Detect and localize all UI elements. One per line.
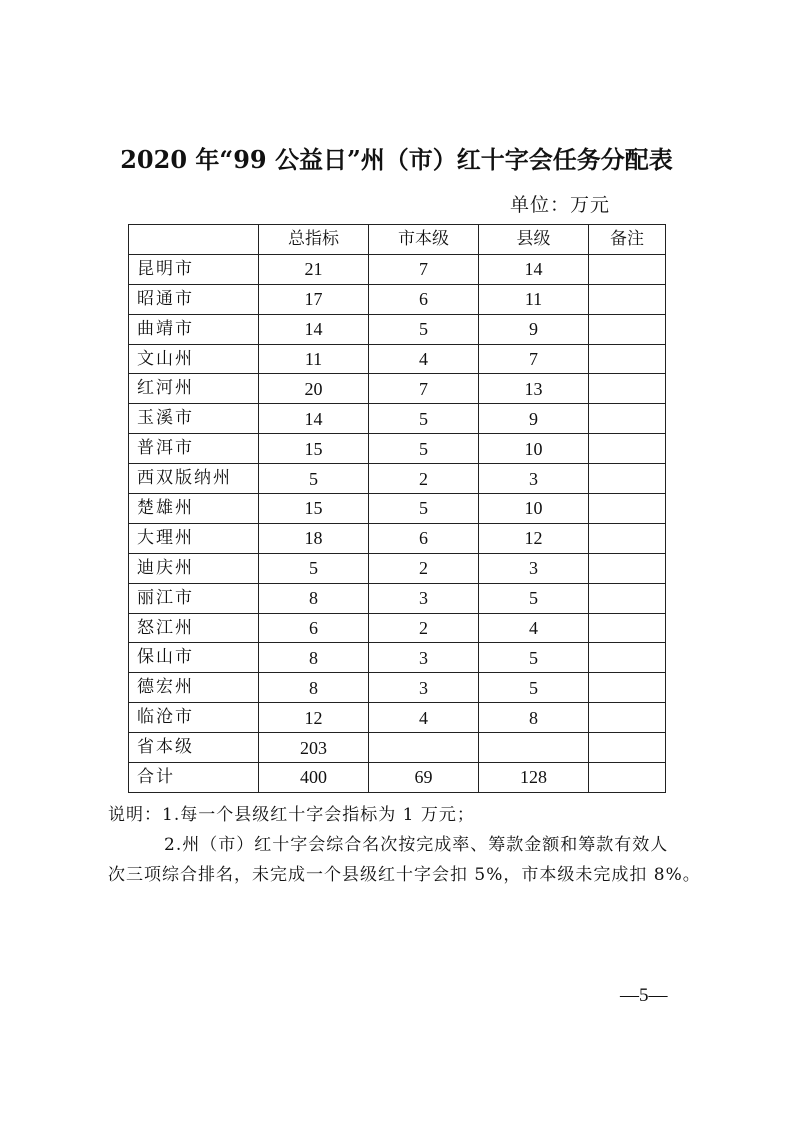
region-name: 大理州 — [129, 523, 259, 553]
county-value: 4 — [479, 613, 589, 643]
county-value — [479, 733, 589, 763]
note-value — [589, 703, 666, 733]
county-value: 12 — [479, 523, 589, 553]
region-name: 怒江州 — [129, 613, 259, 643]
county-value: 5 — [479, 673, 589, 703]
county-value: 5 — [479, 583, 589, 613]
note-line-1: 说明：1.每一个县级红十字会指标为 1 万元； — [108, 805, 475, 825]
table-row — [129, 494, 666, 524]
table-row — [129, 733, 666, 763]
table-row — [129, 254, 666, 284]
table-row — [129, 314, 666, 344]
county-value: 10 — [479, 494, 589, 524]
city-value: 5 — [369, 404, 479, 434]
table-row — [129, 583, 666, 613]
region-name: 合计 — [129, 763, 259, 793]
region-name: 普洱市 — [129, 434, 259, 464]
total-value: 12 — [259, 703, 369, 733]
county-value: 14 — [479, 254, 589, 284]
city-value: 7 — [369, 254, 479, 284]
city-value: 2 — [369, 553, 479, 583]
city-value: 2 — [369, 613, 479, 643]
total-value: 18 — [259, 523, 369, 553]
total-value: 5 — [259, 553, 369, 583]
county-value: 3 — [479, 553, 589, 583]
region-name: 曲靖市 — [129, 314, 259, 344]
note-value — [589, 763, 666, 793]
note-value — [589, 374, 666, 404]
city-value: 3 — [369, 643, 479, 673]
note-value — [589, 613, 666, 643]
total-value: 15 — [259, 434, 369, 464]
county-value: 11 — [479, 284, 589, 314]
note-value — [589, 673, 666, 703]
region-name: 保山市 — [129, 643, 259, 673]
table-header-row — [129, 225, 666, 255]
county-value: 7 — [479, 344, 589, 374]
table-row — [129, 464, 666, 494]
city-value: 2 — [369, 464, 479, 494]
table-row — [129, 434, 666, 464]
total-value: 14 — [259, 314, 369, 344]
header-city-level: 市本级 — [369, 225, 479, 255]
region-name: 昆明市 — [129, 254, 259, 284]
note-value — [589, 284, 666, 314]
total-value: 8 — [259, 583, 369, 613]
county-value: 5 — [479, 643, 589, 673]
total-value: 20 — [259, 374, 369, 404]
city-value: 3 — [369, 673, 479, 703]
total-value: 21 — [259, 254, 369, 284]
note-value — [589, 733, 666, 763]
table-row — [129, 404, 666, 434]
county-value: 3 — [479, 464, 589, 494]
region-name: 西双版纳州 — [129, 464, 259, 494]
allocation-table — [128, 224, 666, 793]
total-value: 6 — [259, 613, 369, 643]
header-region — [129, 225, 259, 255]
city-value: 6 — [369, 284, 479, 314]
city-value: 5 — [369, 314, 479, 344]
total-value: 15 — [259, 494, 369, 524]
table-row — [129, 643, 666, 673]
total-value: 14 — [259, 404, 369, 434]
note-value — [589, 314, 666, 344]
total-value: 17 — [259, 284, 369, 314]
note-line-3: 次三项综合排名，未完成一个县级红十字会扣 5%，市本级未完成扣 8%。 — [108, 865, 701, 885]
header-note: 备注 — [589, 225, 666, 255]
county-value: 128 — [479, 763, 589, 793]
table-row — [129, 284, 666, 314]
table-row — [129, 374, 666, 404]
city-value: 3 — [369, 583, 479, 613]
region-name: 临沧市 — [129, 703, 259, 733]
region-name: 红河州 — [129, 374, 259, 404]
county-value: 8 — [479, 703, 589, 733]
county-value: 9 — [479, 314, 589, 344]
total-value: 203 — [259, 733, 369, 763]
total-value: 11 — [259, 344, 369, 374]
region-name: 文山州 — [129, 344, 259, 374]
table-row — [129, 523, 666, 553]
region-name: 省本级 — [129, 733, 259, 763]
total-value: 8 — [259, 643, 369, 673]
note-value — [589, 643, 666, 673]
note-value — [589, 254, 666, 284]
note-value — [589, 553, 666, 583]
table-row — [129, 344, 666, 374]
note-value — [589, 404, 666, 434]
table-row — [129, 553, 666, 583]
notes-section — [108, 800, 708, 890]
city-value: 6 — [369, 523, 479, 553]
table-row — [129, 673, 666, 703]
region-name: 昭通市 — [129, 284, 259, 314]
region-name: 玉溪市 — [129, 404, 259, 434]
note-line-2: 2.州（市）红十字会综合名次按完成率、筹款金额和筹款有效人 — [164, 835, 669, 855]
note-value — [589, 344, 666, 374]
document-title: 2020 年“99 公益日”州（市）红十字会任务分配表 — [120, 145, 673, 174]
region-name: 德宏州 — [129, 673, 259, 703]
city-value: 4 — [369, 344, 479, 374]
table-total-row — [129, 763, 666, 793]
note-value — [589, 583, 666, 613]
note-value — [589, 523, 666, 553]
header-county-level: 县级 — [479, 225, 589, 255]
city-value — [369, 733, 479, 763]
table-row — [129, 703, 666, 733]
total-value: 400 — [259, 763, 369, 793]
note-value — [589, 434, 666, 464]
table-row — [129, 613, 666, 643]
region-name: 楚雄州 — [129, 494, 259, 524]
page-number: —5— — [620, 985, 668, 1006]
note-value — [589, 494, 666, 524]
city-value: 7 — [369, 374, 479, 404]
county-value: 10 — [479, 434, 589, 464]
unit-label: 单位：万元 — [510, 194, 611, 216]
county-value: 13 — [479, 374, 589, 404]
county-value: 9 — [479, 404, 589, 434]
total-value: 8 — [259, 673, 369, 703]
region-name: 迪庆州 — [129, 553, 259, 583]
header-total: 总指标 — [259, 225, 369, 255]
note-value — [589, 464, 666, 494]
city-value: 5 — [369, 434, 479, 464]
city-value: 69 — [369, 763, 479, 793]
city-value: 4 — [369, 703, 479, 733]
total-value: 5 — [259, 464, 369, 494]
city-value: 5 — [369, 494, 479, 524]
region-name: 丽江市 — [129, 583, 259, 613]
